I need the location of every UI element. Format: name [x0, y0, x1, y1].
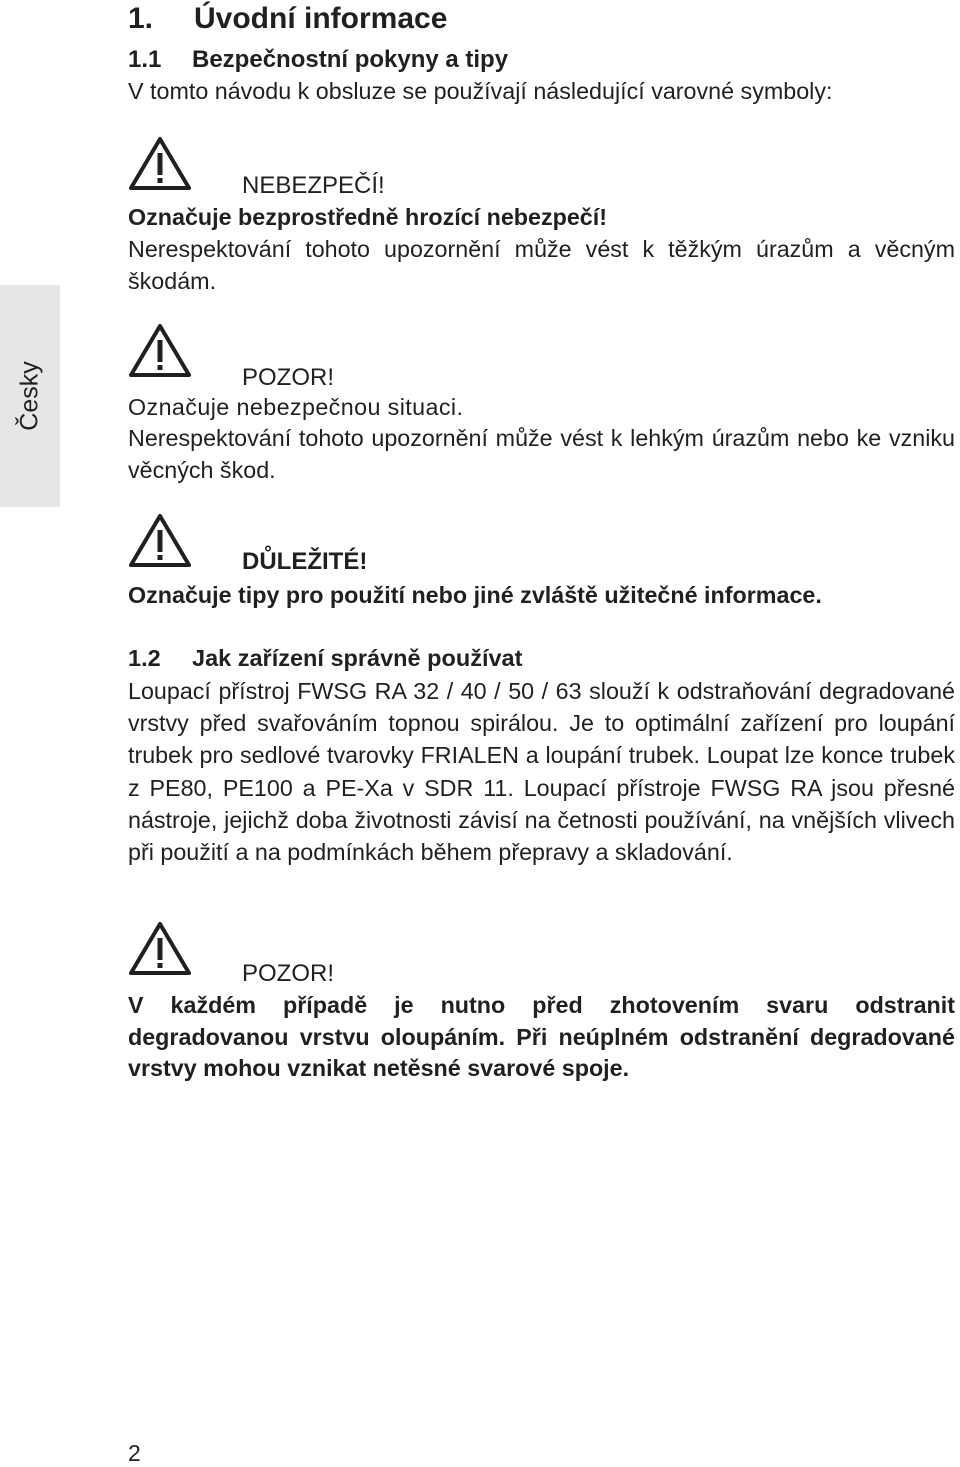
- warning-triangle-icon: [128, 135, 192, 191]
- section-1-2-paragraph: Loupací přístroj FWSG RA 32 / 40 / 50 / 63 slouží k odstraňování degradované vrstvy před svařováním topnou spirálou. Je to optimální zařízení pro loupání trubek pro sedlové tvarovky FRIALEN a loupání trubek. Loupat lze konce trubek z PE80, PE100 a PE-Xa v SDR 11. Loupací přístroje FWSG RA jsou přesné nástroje, jejichž doba životnosti závisí na četnosti používání, na vnějších vlivech při použití a na podmínkách během přepravy a skladování.: [128, 678, 955, 866]
- section-1-1-intro: V tomto návodu k obsluze se používají následující varovné symboly:: [128, 78, 833, 104]
- section-1-heading: [128, 2, 447, 36]
- warning-triangle-icon: [128, 920, 192, 976]
- section-1-2-title: Jak zařízení správně používat: [192, 645, 523, 671]
- section-1-1-heading: [128, 46, 508, 74]
- warning-important-title: DŮLEŽITÉ!: [242, 548, 368, 575]
- language-tab-label: Česky: [15, 361, 44, 431]
- warning-triangle-icon: [128, 322, 192, 378]
- page-number: 2: [128, 1440, 141, 1466]
- warning-caution-line2: Nerespektování tohoto upozornění může vést k lehkým úrazům nebo ke vzniku věcných škod.: [128, 425, 955, 484]
- warning-caution-line1: Označuje nebezpečnou situaci.: [128, 394, 464, 420]
- section-1-1-number: 1.1: [128, 46, 162, 73]
- warning-caution-title: POZOR!: [242, 364, 335, 391]
- section-1-title: Úvodní informace: [194, 2, 448, 35]
- final-warning-text: V každém případě je nutno před zhotovením svaru odstranit degradovanou vrstvu oloupáním. Při neúplném odstranění degradované vrstvy mohou vznikat netěsné svarové spoje.: [128, 992, 955, 1081]
- section-1-2-heading: [128, 645, 522, 672]
- language-tab: [0, 285, 60, 507]
- warning-triangle-icon: [128, 512, 192, 568]
- section-1-number: 1.: [128, 2, 154, 35]
- warning-danger-line2: Nerespektování tohoto upozornění může vést k těžkým úrazům a věcným škodám.: [128, 236, 955, 295]
- final-warning-title: POZOR!: [242, 960, 335, 987]
- warning-danger-title: NEBEZPEČÍ!: [242, 172, 385, 199]
- section-1-1-title: Bezpečnostní pokyny a tipy: [192, 46, 509, 73]
- warning-danger-line1: Označuje bezprostředně hrozící nebezpečí!: [128, 204, 607, 230]
- warning-important-line1: Označuje tipy pro použití nebo jiné zvláště užitečné informace.: [128, 582, 822, 608]
- section-1-2-number: 1.2: [128, 645, 161, 671]
